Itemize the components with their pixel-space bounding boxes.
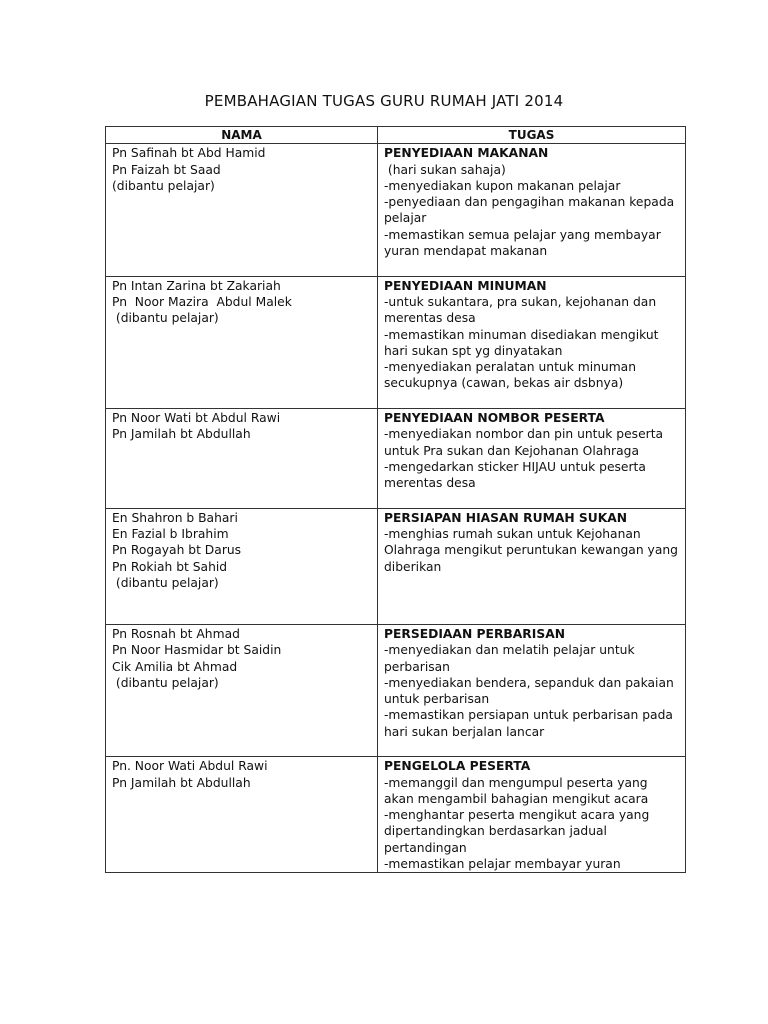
task-line: hari sukan berjalan lancar	[384, 724, 545, 739]
task-line: -memanggil dan mengumpul peserta yang	[384, 775, 648, 790]
table-row	[106, 409, 686, 509]
document-title: PEMBAHAGIAN TUGAS GURU RUMAH JATI 2014	[204, 92, 564, 110]
teacher-name	[112, 591, 371, 607]
nama-cell	[106, 409, 378, 509]
teacher-name	[112, 740, 371, 756]
task-line: -menyediakan nombor dan pin untuk peserta	[384, 427, 664, 442]
task-title: PERSEDIAAN PERBARISAN	[384, 626, 566, 641]
teacher-name: Cik Amilia bt Ahmad	[112, 659, 238, 674]
teacher-name	[112, 492, 371, 508]
teacher-name: Pn Jamilah bt Abdullah	[112, 427, 251, 442]
teacher-name	[112, 210, 371, 226]
teacher-name: Pn Safinah bt Abd Hamid	[112, 146, 266, 161]
task-line: yuran mendapat makanan	[384, 244, 548, 259]
teacher-name: (dibantu pelajar)	[112, 576, 219, 591]
task-line: pelajar	[384, 211, 427, 226]
task-title: PENGELOLA PESERTA	[384, 759, 531, 774]
task-line: diberikan	[384, 559, 442, 574]
nama-cell	[106, 276, 378, 408]
tugas-cell	[378, 508, 686, 624]
task-title: PENYEDIAAN MINUMAN	[384, 278, 547, 293]
teacher-name	[112, 856, 371, 872]
task-line: pertandingan	[384, 840, 467, 855]
header-tugas: TUGAS	[378, 127, 686, 144]
teacher-name: En Fazial b Ibrahim	[112, 527, 229, 542]
task-line	[384, 740, 679, 756]
nama-cell	[106, 144, 378, 276]
table-row	[106, 624, 686, 756]
teacher-name	[112, 707, 371, 723]
teacher-name	[112, 343, 371, 359]
teacher-name: Pn Jamilah bt Abdullah	[112, 775, 251, 790]
teacher-name: Pn Noor Wati bt Abdul Rawi	[112, 411, 281, 426]
table-row	[106, 276, 686, 408]
task-line: secukupnya (cawan, bekas air dsbnya)	[384, 376, 624, 391]
teacher-name	[112, 227, 371, 243]
task-line: -untuk sukantara, pra sukan, kejohanan dan	[384, 294, 657, 309]
task-line: -penyediaan dan pengagihan makanan kepada	[384, 195, 675, 210]
teacher-name: Pn Intan Zarina bt Zakariah	[112, 278, 281, 293]
task-line: hari sukan spt yg dinyatakan	[384, 343, 563, 358]
task-title: PENYEDIAAN NOMBOR PESERTA	[384, 411, 605, 426]
table-header-row	[106, 127, 686, 144]
task-line: -menyediakan dan melatih pelajar untuk	[384, 643, 635, 658]
tugas-cell	[378, 757, 686, 873]
nama-cell	[106, 508, 378, 624]
task-title: PENYEDIAAN MAKANAN	[384, 146, 549, 161]
teacher-name	[112, 375, 371, 391]
duty-table	[105, 126, 686, 873]
teacher-name	[112, 243, 371, 259]
teacher-name	[112, 823, 371, 839]
task-line: -memastikan minuman disediakan mengikut	[384, 327, 659, 342]
teacher-name	[112, 459, 371, 475]
table-row	[106, 508, 686, 624]
task-line: -mengedarkan sticker HIJAU untuk peserta	[384, 459, 646, 474]
task-line: untuk perbarisan	[384, 692, 490, 707]
teacher-name: Pn Noor Mazira Abdul Malek	[112, 294, 292, 309]
task-line: akan mengambil bahagian mengikut acara	[384, 791, 649, 806]
teacher-name: (dibantu pelajar)	[112, 178, 215, 193]
task-line: -menyediakan bendera, sepanduk dan pakaian	[384, 675, 674, 690]
teacher-name	[112, 724, 371, 740]
task-line: merentas desa	[384, 311, 476, 326]
teacher-name	[112, 840, 371, 856]
task-title: PERSIAPAN HIASAN RUMAH SUKAN	[384, 510, 628, 525]
task-line: -menyediakan kupon makanan pelajar	[384, 178, 621, 193]
task-line: -memastikan persiapan untuk perbarisan pada	[384, 708, 673, 723]
task-line: untuk Pra sukan dan Kejohanan Olahraga	[384, 443, 639, 458]
teacher-name: Pn Rosnah bt Ahmad	[112, 626, 240, 641]
teacher-name	[112, 327, 371, 343]
task-line: merentas desa	[384, 476, 476, 491]
task-line	[384, 492, 679, 508]
table-row	[106, 757, 686, 873]
teacher-name	[112, 359, 371, 375]
table-body	[106, 144, 686, 873]
teacher-name: En Shahron b Bahari	[112, 510, 238, 525]
task-line: -menghantar peserta mengikut acara yang	[384, 808, 650, 823]
task-line: -menghias rumah sukan untuk Kejohanan	[384, 527, 641, 542]
teacher-name	[112, 475, 371, 491]
task-line	[384, 259, 679, 275]
teacher-name: Pn Faizah bt Saad	[112, 162, 221, 177]
teacher-name	[112, 194, 371, 210]
teacher-name: Pn. Noor Wati Abdul Rawi	[112, 759, 268, 774]
task-line	[384, 575, 679, 591]
teacher-name	[112, 608, 371, 624]
teacher-name: Pn Rokiah bt Sahid	[112, 559, 228, 574]
header-nama: NAMA	[106, 127, 378, 144]
teacher-name	[112, 807, 371, 823]
task-line: perbarisan	[384, 659, 450, 674]
nama-cell	[106, 757, 378, 873]
teacher-name: (dibantu pelajar)	[112, 675, 219, 690]
teacher-name	[112, 791, 371, 807]
task-line	[384, 392, 679, 408]
tugas-cell	[378, 276, 686, 408]
task-line: -memastikan semua pelajar yang membayar	[384, 227, 661, 242]
nama-cell	[106, 624, 378, 756]
teacher-name: Pn Noor Hasmidar bt Saidin	[112, 643, 282, 658]
teacher-name: (dibantu pelajar)	[112, 311, 219, 326]
tugas-cell	[378, 409, 686, 509]
teacher-name	[112, 691, 371, 707]
task-line: -memastikan pelajar membayar yuran	[384, 857, 621, 872]
table-row	[106, 144, 686, 276]
task-line	[384, 608, 679, 624]
task-line: -menyediakan peralatan untuk minuman	[384, 360, 637, 375]
task-line: Olahraga mengikut peruntukan kewangan yang	[384, 543, 678, 558]
teacher-name: Pn Rogayah bt Darus	[112, 543, 242, 558]
teacher-name	[112, 443, 371, 459]
tugas-cell	[378, 624, 686, 756]
tugas-cell	[378, 144, 686, 276]
task-line: (hari sukan sahaja)	[384, 162, 506, 177]
task-line	[384, 591, 679, 607]
task-line: dipertandingkan berdasarkan jadual	[384, 824, 607, 839]
